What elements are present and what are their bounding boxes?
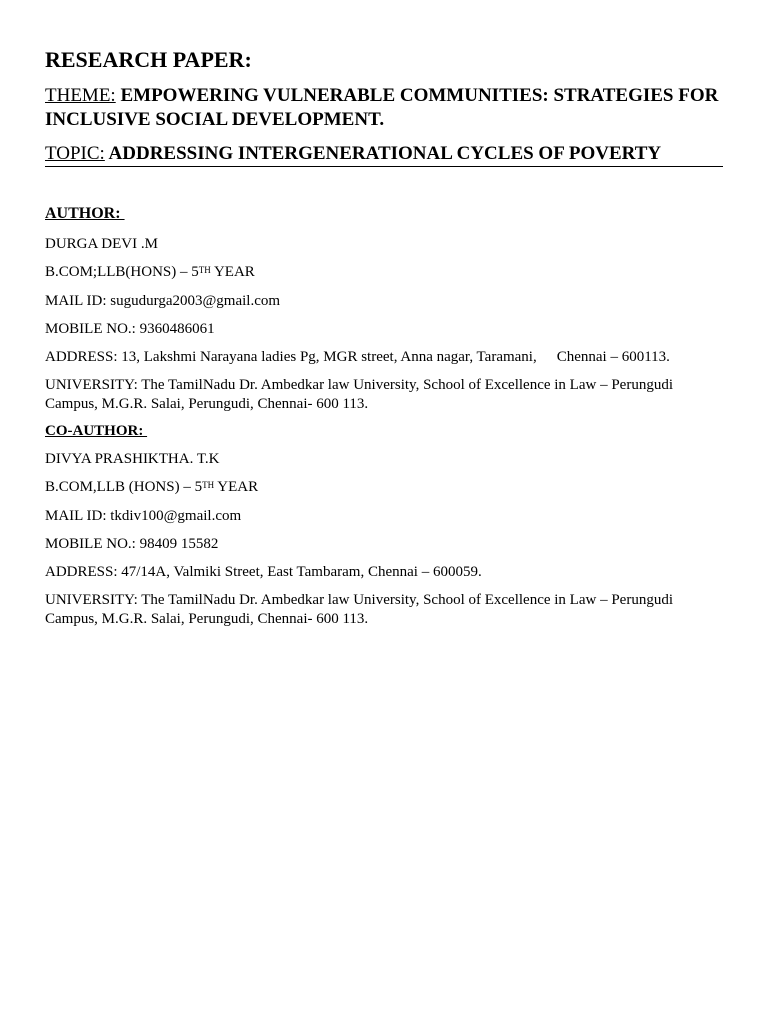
coauthor-course [45,478,258,497]
author-course [45,263,255,282]
author-name: DURGA DEVI .M [45,236,158,252]
coauthor-mail: MAIL ID: tkdiv100@gmail.com [45,508,242,524]
document-heading: RESEARCH PAPER: [45,47,252,72]
topic-text: ADDRESSING INTERGENERATIONAL CYCLES OF POVERTY [108,143,662,164]
coauthor-course-sup: TH [202,480,215,490]
author-mail: MAIL ID: sugudurga2003@gmail.com [45,293,281,309]
author-university: UNIVERSITY: The TamilNadu Dr. Ambedkar law University, School of Excellence in Law – Perungudi Campus, M.G.R. Salai, Perungudi, Chennai- 600 113. [45,377,674,412]
topic-line [45,142,723,167]
coauthor-university: UNIVERSITY: The TamilNadu Dr. Ambedkar law University, School of Excellence in Law – Perungudi Campus, M.G.R. Salai, Perungudi, Chennai- 600 113. [45,592,674,627]
coauthor-heading: CO-AUTHOR: [45,423,148,439]
author-address [45,348,670,367]
author-course-sup: TH [198,265,211,275]
coauthor-name: DIVYA PRASHIKTHA. T.K [45,451,220,467]
author-course-suffix: YEAR [210,264,255,280]
author-mobile: MOBILE NO.: 9360486061 [45,321,215,337]
coauthor-mobile: MOBILE NO.: 98409 15582 [45,536,219,552]
author-heading: AUTHOR: [45,205,125,222]
theme-text: EMPOWERING VULNERABLE COMMUNITIES: STRATEGIES FOR INCLUSIVE SOCIAL DEVELOPMENT. [45,85,719,130]
coauthor-course-suffix: YEAR [214,479,259,495]
coauthor-address: ADDRESS: 47/14A, Valmiki Street, East Tambaram, Chennai – 600059. [45,564,482,580]
author-address-city: Chennai – 600113. [556,349,670,365]
coauthor-course-prefix: B.COM,LLB (HONS) – 5 [45,479,203,495]
theme-label: THEME: [45,85,116,106]
author-address-main: ADDRESS: 13, Lakshmi Narayana ladies Pg, MGR street, Anna nagar, Taramani, [45,349,537,365]
topic-label: TOPIC: [45,143,105,164]
theme-line [45,84,725,132]
author-course-prefix: B.COM;LLB(HONS) – 5 [45,264,199,280]
